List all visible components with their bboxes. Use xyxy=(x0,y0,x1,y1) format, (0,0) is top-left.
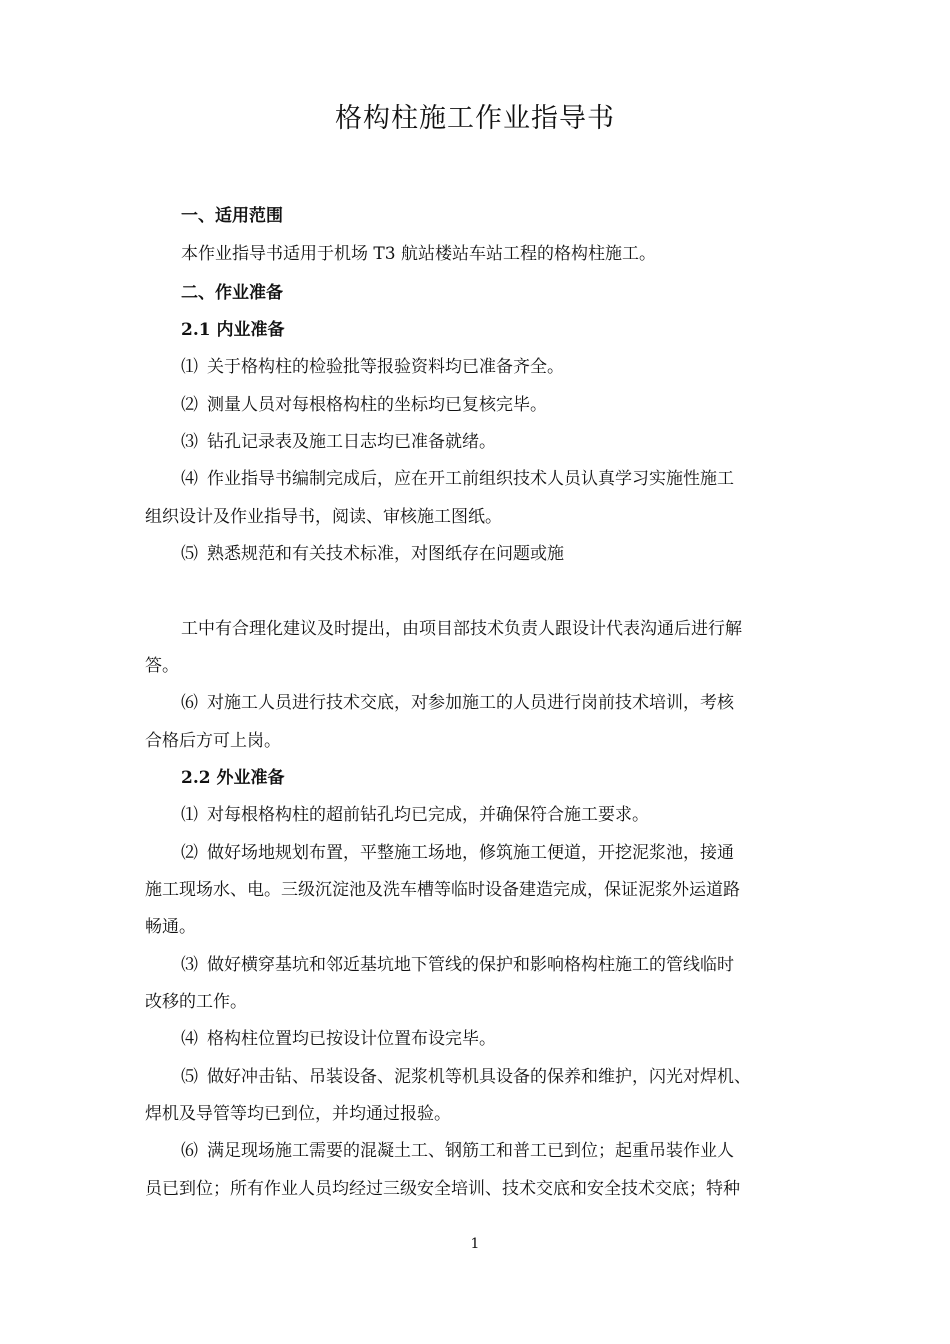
list-item-line xyxy=(145,953,841,977)
list-text: 钻孔记录表及施工日志均已准备就绪。 xyxy=(207,432,496,452)
list-number: ⑴ xyxy=(181,805,198,825)
list-number: ⑹ xyxy=(181,693,198,713)
list-text: 做好场地规划布置，平整施工场地，修筑施工便道，开挖泥浆池，接通 xyxy=(207,843,734,863)
paragraph-line: 本作业指导书适用于机场 T3 航站楼站车站工程的格构柱施工。 xyxy=(181,244,656,264)
list-text: 熟悉规范和有关技术标准，对图纸存在问题或施 xyxy=(207,544,564,564)
list-text: 满足现场施工需要的混凝土工、钢筋工和普工已到位；起重吊装作业人 xyxy=(207,1141,734,1161)
paragraph-line: 改移的工作。 xyxy=(145,992,247,1012)
list-number: ⑶ xyxy=(181,432,198,452)
list-text: 对施工人员进行技术交底，对参加施工的人员进行岗前技术培训，考核 xyxy=(207,693,734,713)
list-number: ⑵ xyxy=(181,843,198,863)
paragraph-line: 合格后方可上岗。 xyxy=(145,731,281,751)
list-number: ⑸ xyxy=(181,544,198,564)
paragraph-line: 工中有合理化建议及时提出，由项目部技术负责人跟设计代表沟通后进行解 xyxy=(181,619,742,639)
list-item-line xyxy=(145,1139,841,1163)
list-text: 格构柱位置均已按设计位置布设完毕。 xyxy=(207,1029,496,1049)
subsection-heading-internal xyxy=(145,318,841,342)
list-number: ⑷ xyxy=(181,469,198,489)
paragraph-line: 焊机及导管等均已到位，并均通过报验。 xyxy=(145,1104,451,1124)
list-text: 关于格构柱的检验批等报验资料均已准备齐全。 xyxy=(207,357,564,377)
list-item-line xyxy=(145,467,841,491)
subsection-heading-external xyxy=(145,766,841,790)
list-number: ⑴ xyxy=(181,357,198,377)
list-text: 做好冲击钻、吊装设备、泥浆机等机具设备的保养和维护，闪光对焊机、 xyxy=(207,1067,751,1087)
paragraph-line: 畅通。 xyxy=(145,917,196,937)
subsection-title: 内业准备 xyxy=(216,320,285,340)
list-text: 测量人员对每根格构柱的坐标均已复核完毕。 xyxy=(207,395,547,415)
list-text: 对每根格构柱的超前钻孔均已完成，并确保符合施工要求。 xyxy=(207,805,649,825)
list-number: ⑶ xyxy=(181,955,198,975)
list-item-line xyxy=(145,1027,841,1051)
section-heading-preparation: 二、作业准备 xyxy=(181,283,283,303)
document-title: 格构柱施工作业指导书 xyxy=(335,103,615,134)
subsection-number: 2.2 xyxy=(181,768,211,788)
list-item-line xyxy=(145,841,841,865)
list-item-line xyxy=(145,430,841,454)
paragraph-line: 答。 xyxy=(145,656,179,676)
list-item-line xyxy=(145,355,841,379)
list-item-line xyxy=(145,542,841,566)
section-heading-scope: 一、适用范围 xyxy=(181,206,283,226)
paragraph-line: 员已到位；所有作业人员均经过三级安全培训、技术交底和安全技术交底；特种 xyxy=(145,1179,740,1199)
list-number: ⑵ xyxy=(181,395,198,415)
list-text: 做好横穿基坑和邻近基坑地下管线的保护和影响格构柱施工的管线临时 xyxy=(207,955,734,975)
subsection-title: 外业准备 xyxy=(216,768,285,788)
list-number: ⑷ xyxy=(181,1029,198,1049)
list-item-line xyxy=(145,1065,841,1089)
list-item-line xyxy=(145,691,841,715)
page-number: 1 xyxy=(470,1236,480,1252)
list-text: 作业指导书编制完成后，应在开工前组织技术人员认真学习实施性施工 xyxy=(207,469,734,489)
list-number: ⑹ xyxy=(181,1141,198,1161)
subsection-number: 2.1 xyxy=(181,320,211,340)
list-item-line xyxy=(145,803,841,827)
list-number: ⑸ xyxy=(181,1067,198,1087)
paragraph-line: 施工现场水、电。三级沉淀池及洗车槽等临时设备建造完成，保证泥浆外运道路 xyxy=(145,880,740,900)
paragraph-line: 组织设计及作业指导书，阅读、审核施工图纸。 xyxy=(145,507,502,527)
list-item-line xyxy=(145,393,841,417)
